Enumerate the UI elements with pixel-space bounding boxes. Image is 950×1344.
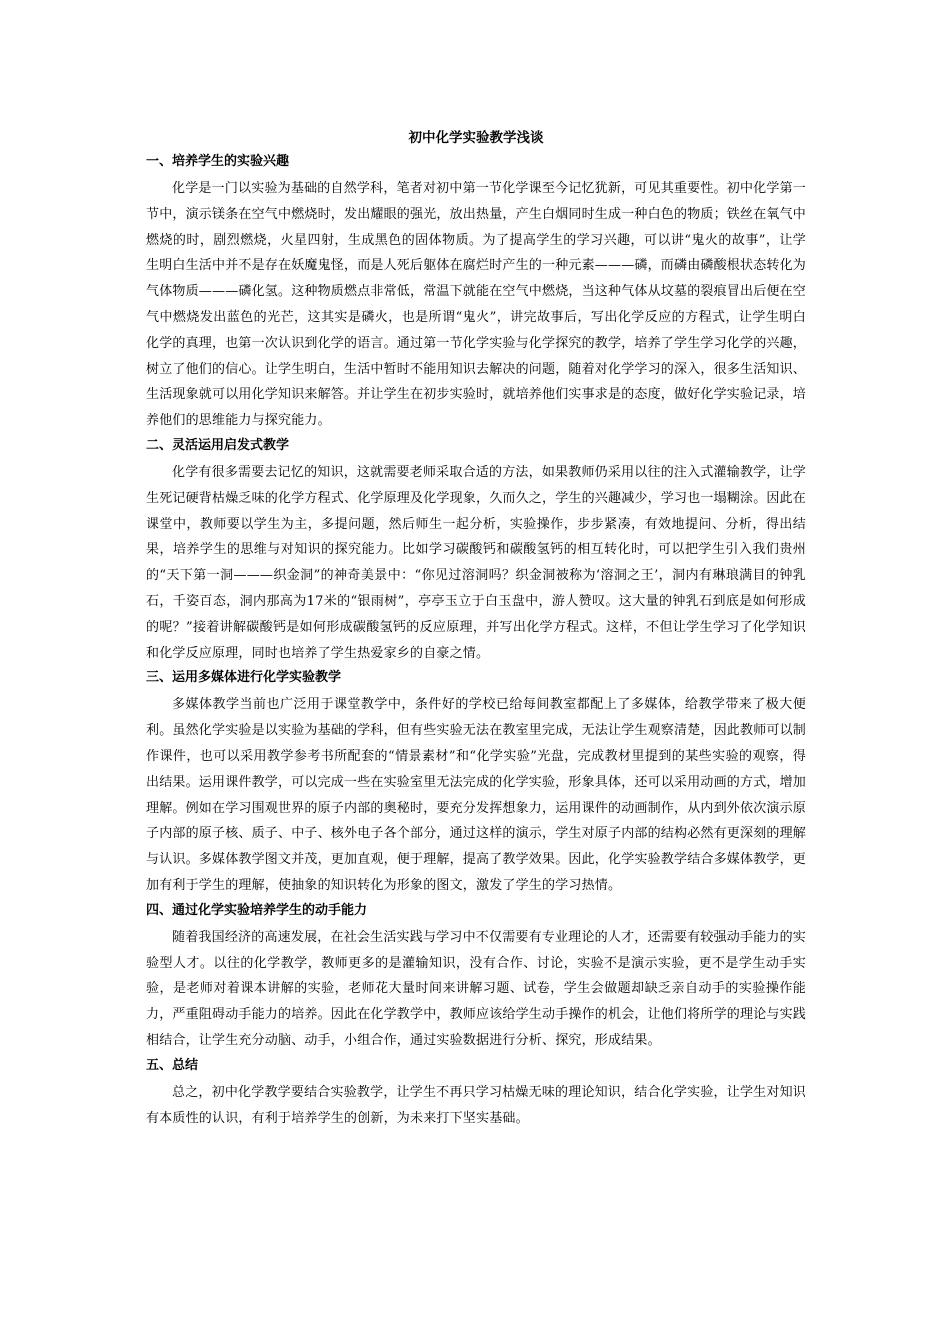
section-5 bbox=[146, 1056, 806, 1132]
section-paragraph: 化学有很多需要去记忆的知识，这就需要老师采取合适的方法，如果教师仍采用以往的注入式灌输教学，让学生死记硬背枯燥乏味的化学方程式、化学原理及化学现象，久而久之，学生的兴趣减少，学习也一塌糊涂。因此在课堂中，教师要以学生为主，多提问题，然后师生一起分析，实验操作，步步紧凑，有效地提问、分析，得出结果，培养学生的思维与对知识的探究能力。比如学习碳酸钙和碳酸氢钙的相互转化时，可以把学生引入我们贵州的“天下第一洞———织金洞”的神奇美景中：“你见过溶洞吗？织金洞被称为‘溶洞之王’，洞内有琳琅满目的钟乳石，千姿百态，洞内那高为17米的“银雨树”，亭亭玉立于白玉盘中，游人赞叹。这大量的钟乳石到底是如何形成的呢？”接着讲解碳酸钙是如何形成碳酸氢钙的反应原理，并写出化学方程式。这样，不但让学生学习了化学知识和化学反应原理，同时也培养了学生热爱家乡的自豪之情。 bbox=[146, 464, 807, 661]
document-page bbox=[146, 128, 806, 1132]
section-paragraph: 多媒体教学当前也广泛用于课堂教学中，条件好的学校已给每间教室都配上了多媒体，给教学带来了极大便利。虽然化学实验是以实验为基础的学科，但有些实验无法在教室里完成，无法让学生观察清楚，因此教师可以制作课件，也可以采用教学参考书所配套的“情景素材”和“化学实验”光盘，完成教材里提到的某些实验的观察，得出结果。运用课件教学，可以完成一些在实验室里无法完成的化学实验，形象具体，还可以采用动画的方式，增加理解。例如在学习围观世界的原子内部的奥秘时，要充分发挥想象力，运用课件的动画制作，从内到外依次演示原子内部的原子核、质子、中子、核外电子各个部分，通过这样的演示，学生对原子内部的结构必然有更深刻的理解与认识。多媒体教学图文并茂，更加直观，便于理解，提高了教学效果。因此，化学实验教学结合多媒体教学，更加有利于学生的理解，使抽象的知识转化为形象的图文，激发了学生的学习热情。 bbox=[146, 697, 807, 893]
document-title: 初中化学实验教学浅谈 bbox=[408, 130, 544, 146]
section-heading: 四、通过化学实验培养学生的动手能力 bbox=[146, 902, 368, 918]
section-paragraph: 总之，初中化学教学要结合实验教学，让学生不再只学习枯燥无味的理论知识，结合化学实验，让学生对知识有本质性的认识，有利于培养学生的创新，为未来打下坚实基础。 bbox=[146, 1084, 806, 1126]
section-3 bbox=[146, 668, 806, 898]
section-1 bbox=[146, 152, 806, 434]
section-paragraph: 化学是一门以实验为基础的自然学科，笔者对初中第一节化学课至今记忆犹新，可见其重要性。初中化学第一节中，演示镁条在空气中燃烧时，发出耀眼的强光，放出热量，产生白烟同时生成一种白色的物质；铁丝在氧气中燃烧的时，剧烈燃烧，火星四射，生成黑色的固体物质。为了提高学生的学习兴趣，可以讲“鬼火的故事”，让学生明白生活中并不是存在妖魔鬼怪，而是人死后躯体在腐烂时产生的一种元素———磷，而磷由磷酸根状态转化为气体物质———磷化氢。这种物质燃点非常低，常温下就能在空气中燃烧，当这种气体从坟墓的裂痕冒出后便在空气中燃烧发出蓝色的光芒，这其实是磷火，也是所谓“鬼火”，讲完故事后，写出化学反应的方程式，让学生明白化学的真理，也第一次认识到化学的语言。通过第一节化学实验与化学探究的教学，培养了学生学习化学的兴趣，树立了他们的信心。让学生明白，生活中暂时不能用知识去解决的问题，随着对化学学习的深入，很多生活知识、生活现象就可以用化学知识来解答。并让学生在初步实验时，就培养他们实事求是的态度，做好化学实验记录，培养他们的思维能力与探究能力。 bbox=[146, 181, 807, 429]
section-heading: 五、总结 bbox=[146, 1057, 199, 1073]
section-paragraph: 随着我国经济的高速发展，在社会生活实践与学习中不仅需要有专业理论的人才，还需要有较强动手能力的实验型人才。以往的化学教学，教师更多的是灌输知识，没有合作、讨论，实验不是演示实验，更不是学生动手实验，是老师对着课本讲解的实验，老师花大量时间来讲解习题、试卷，学生会做题却缺乏亲自动手的实验操作能力，严重阻碍动手能力的培养。因此在化学教学中，教师应该给学生动手操作的机会，让他们将所学的理论与实践相结合，让学生充分动脑、动手，小组合作，通过实验数据进行分析、探究，形成结果。 bbox=[146, 929, 807, 1048]
section-2 bbox=[146, 436, 806, 666]
section-heading: 二、灵活运用启发式教学 bbox=[146, 437, 290, 453]
section-4 bbox=[146, 901, 806, 1054]
section-heading: 一、培养学生的实验兴趣 bbox=[146, 154, 290, 169]
section-heading: 三、运用多媒体进行化学实验教学 bbox=[146, 670, 342, 686]
